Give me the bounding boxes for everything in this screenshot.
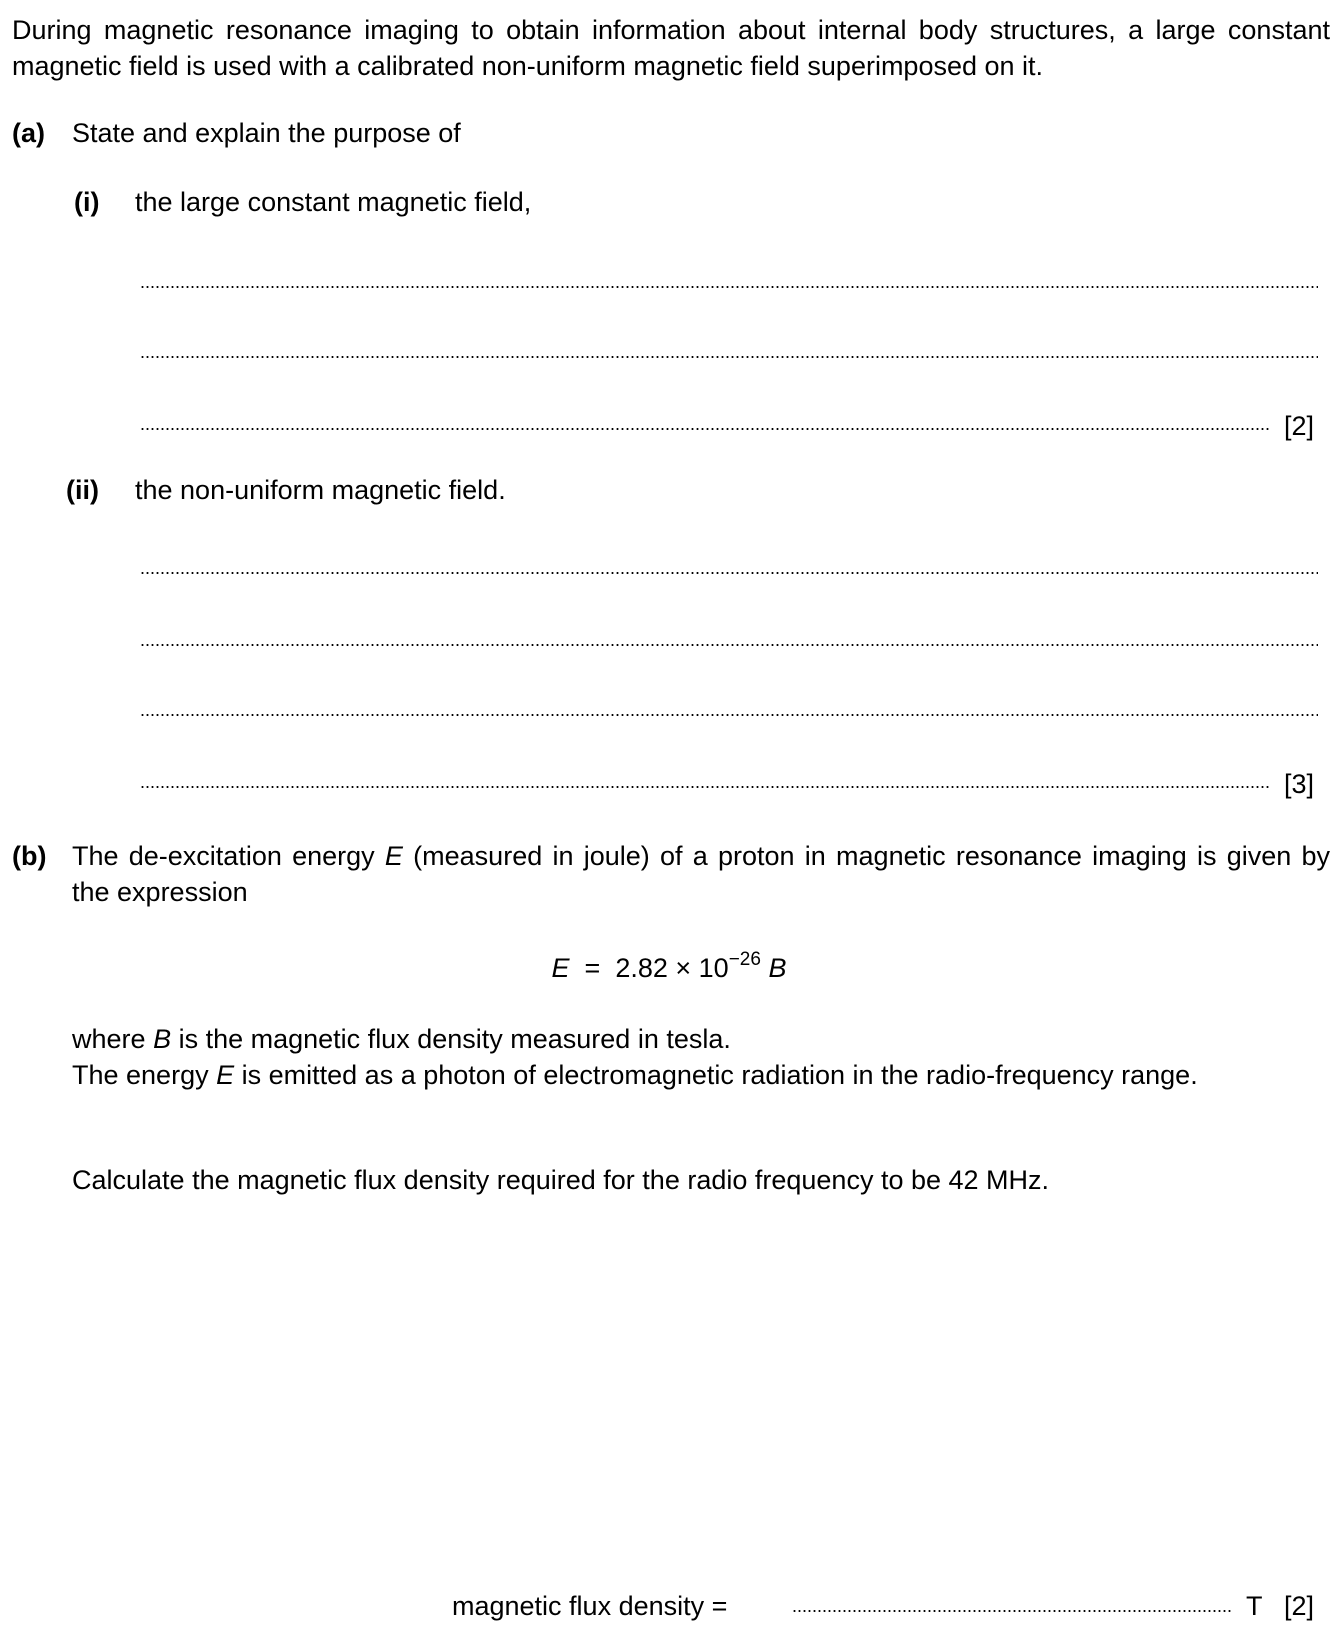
part-b-stem-after: (measured in joule) of a proton in magnetic resonance imaging is given by the expression <box>72 841 1330 907</box>
answer-line-a-ii-1[interactable] <box>140 572 1318 574</box>
where-after: is the magnetic flux density measured in tesla. <box>178 1024 731 1054</box>
where-before: where <box>72 1024 146 1054</box>
where-var: B <box>153 1024 172 1054</box>
answer-line-a-ii-2[interactable] <box>140 644 1318 646</box>
part-b-stem-var: E <box>384 841 403 871</box>
answer-field[interactable] <box>792 1610 1232 1612</box>
part-b-stem <box>72 838 1330 910</box>
answer-line-a-i-1[interactable] <box>140 286 1318 288</box>
energy-paragraph <box>72 1057 1330 1093</box>
answer-line-a-i-3[interactable] <box>140 428 1270 430</box>
energy-var: E <box>216 1060 235 1090</box>
answer-unit: T <box>1246 1591 1263 1621</box>
answer-line-a-ii-4[interactable] <box>140 786 1270 788</box>
part-a-ii-label: (ii) <box>66 475 99 505</box>
where-line <box>72 1021 731 1057</box>
answer-label: magnetic flux density = <box>452 1591 728 1621</box>
answer-line-a-ii-3[interactable] <box>140 714 1318 716</box>
part-a-label: (a) <box>12 118 45 148</box>
energy-before: The energy <box>72 1060 209 1090</box>
answer-line-a-i-2[interactable] <box>140 356 1318 358</box>
part-a-ii-text: the non-uniform magnetic field. <box>135 475 506 505</box>
part-b-label: (b) <box>12 841 47 871</box>
equation-var: B <box>768 953 787 983</box>
marks-b: [2] <box>1284 1591 1315 1621</box>
energy-after: is emitted as a photon of electromagnetic radiation in the radio-frequency range. <box>241 1060 1198 1090</box>
energy-equation <box>0 950 1338 986</box>
marks-a-ii: [3] <box>1284 769 1315 799</box>
part-a-stem: State and explain the purpose of <box>72 118 461 148</box>
equation-equals: = <box>584 953 601 983</box>
part-b-stem-before: The de-excitation energy <box>72 841 375 871</box>
marks-a-i: [2] <box>1284 411 1315 441</box>
part-a-i-text: the large constant magnetic field, <box>135 187 532 217</box>
part-a-i-label: (i) <box>74 187 100 217</box>
equation-lhs: E <box>551 953 570 983</box>
equation-coefficient: 2.82 × 10 <box>615 953 729 983</box>
intro-paragraph: During magnetic resonance imaging to obtain information about internal body structures, a large constant magnetic field is used with a calibrated non-uniform magnetic field superimposed on it. <box>12 15 1330 81</box>
calculate-instruction: Calculate the magnetic flux density required for the radio frequency to be 42 MHz. <box>72 1165 1050 1195</box>
equation-exponent: −26 <box>728 949 761 970</box>
